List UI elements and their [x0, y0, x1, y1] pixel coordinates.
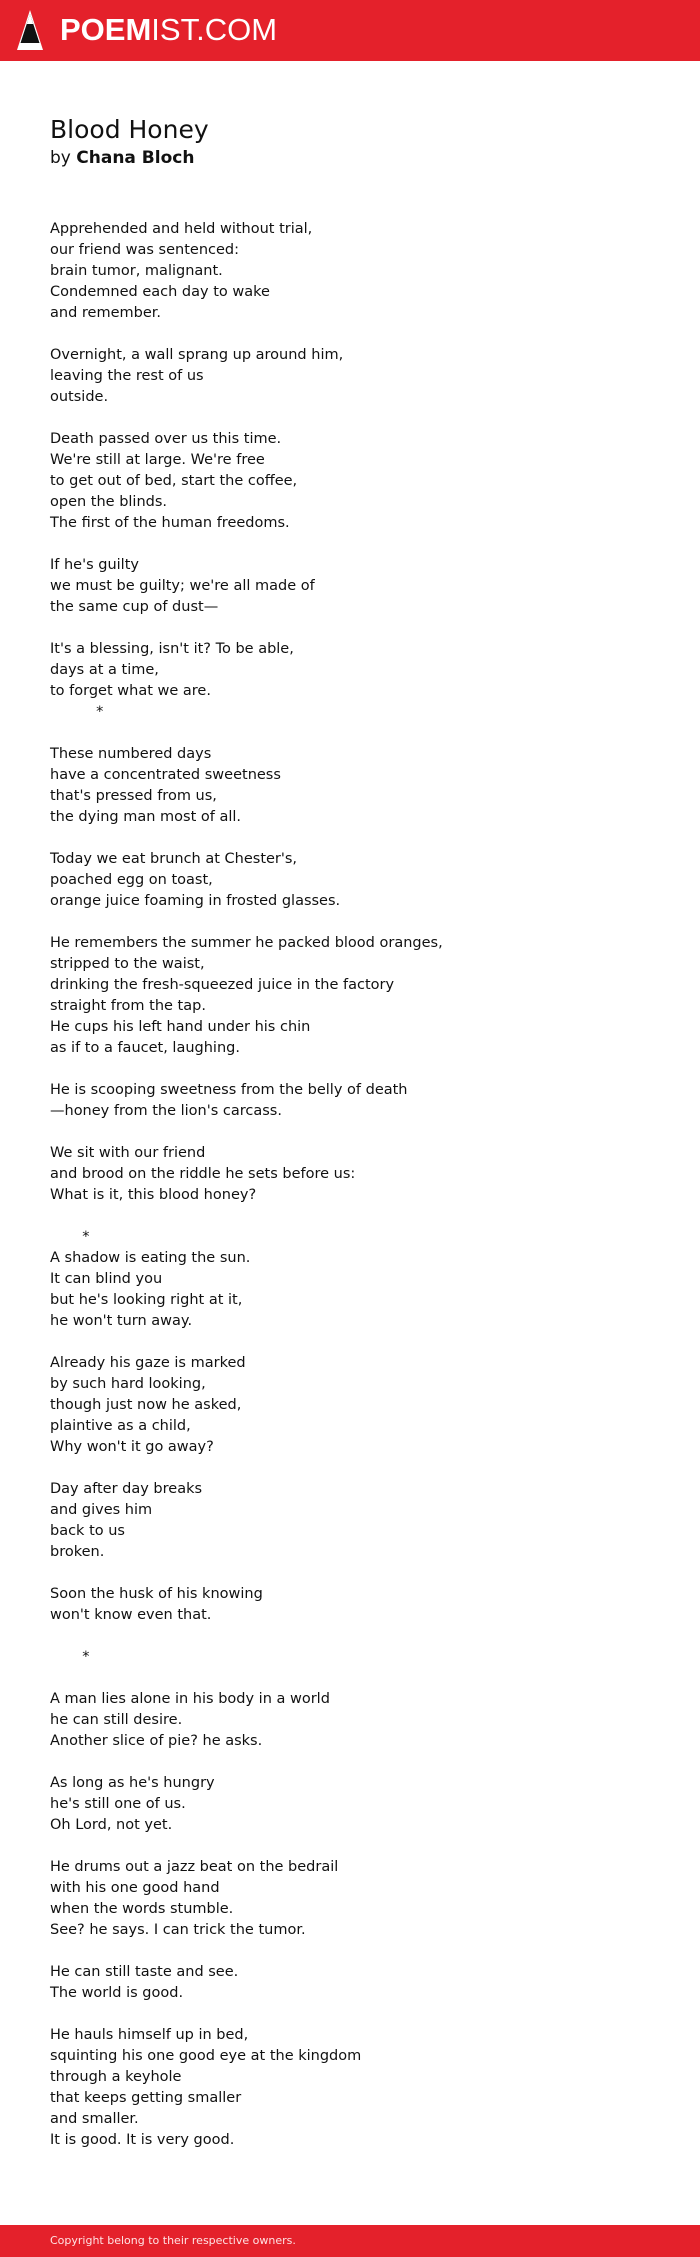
- poem-line: Today we eat brunch at Chester's,: [50, 851, 298, 867]
- poem-line: through a keyhole: [50, 2069, 182, 2085]
- poem-line: Soon the husk of his knowing: [50, 1586, 263, 1602]
- poem-line: [50, 1458, 670, 1479]
- poem-line: We sit with our friend: [50, 1145, 206, 1161]
- poem-line: A man lies alone in his body in a world: [50, 1691, 330, 1707]
- poem-line: won't know even that.: [50, 1607, 212, 1623]
- poem-line: He is scooping sweetness from the belly of death: [50, 1082, 408, 1098]
- poem-line: he's still one of us.: [50, 1796, 186, 1812]
- poem-line: and brood on the riddle he sets before us:: [50, 1166, 356, 1182]
- poem-line: our friend was sentenced:: [50, 242, 240, 258]
- poem-line: the same cup of dust—: [50, 599, 219, 615]
- poem-line: straight from the tap.: [50, 998, 206, 1014]
- poem-line: days at a time,: [50, 662, 159, 678]
- poem-line: [50, 1206, 670, 1227]
- poem-line: [50, 1941, 670, 1962]
- poem-line: He can still taste and see.: [50, 1964, 239, 1980]
- poem-line: and remember.: [50, 305, 161, 321]
- poem-line: [50, 1332, 670, 1353]
- poem-line: The world is good.: [50, 1985, 184, 2001]
- poem-line: [50, 408, 670, 429]
- poem-line: though just now he asked,: [50, 1397, 242, 1413]
- poem-line: outside.: [50, 389, 109, 405]
- poem-line: that's pressed from us,: [50, 788, 217, 804]
- poem-line: Apprehended and held without trial,: [50, 221, 313, 237]
- poem-line: as if to a faucet, laughing.: [50, 1040, 240, 1056]
- poem-line: Already his gaze is marked: [50, 1355, 246, 1371]
- poem-line: *: [50, 704, 104, 720]
- poem-line: It is good. It is very good.: [50, 2132, 235, 2148]
- poem-line: [50, 1122, 670, 1143]
- poem-line: plaintive as a child,: [50, 1418, 191, 1434]
- poem-line: he can still desire.: [50, 1712, 183, 1728]
- poem-line: poached egg on toast,: [50, 872, 213, 888]
- poem-body: [50, 219, 670, 2151]
- site-logo[interactable]: [60, 11, 277, 49]
- poem-line: It's a blessing, isn't it? To be able,: [50, 641, 294, 657]
- poem-line: and smaller.: [50, 2111, 139, 2127]
- poem-line: See? he says. I can trick the tumor.: [50, 1922, 306, 1938]
- poem-line: [50, 723, 670, 744]
- poem-line: stripped to the waist,: [50, 956, 205, 972]
- poem-line: to get out of bed, start the coffee,: [50, 473, 298, 489]
- poem-line: [50, 912, 670, 933]
- poem-line: [50, 534, 670, 555]
- poem-line: have a concentrated sweetness: [50, 767, 281, 783]
- poem-line: *: [50, 1229, 90, 1245]
- poem-line: We're still at large. We're free: [50, 452, 265, 468]
- poem-line: broken.: [50, 1544, 105, 1560]
- poem-line: A shadow is eating the sun.: [50, 1250, 251, 1266]
- poem-line: by such hard looking,: [50, 1376, 206, 1392]
- poem-line: Overnight, a wall sprang up around him,: [50, 347, 344, 363]
- poem-line: [50, 1626, 670, 1647]
- poem-line: but he's looking right at it,: [50, 1292, 243, 1308]
- poem-line: —honey from the lion's carcass.: [50, 1103, 282, 1119]
- poem-line: [50, 1668, 670, 1689]
- poem-line: and gives him: [50, 1502, 153, 1518]
- poem-line: *: [50, 1649, 90, 1665]
- poem-line: with his one good hand: [50, 1880, 220, 1896]
- poem-line: [50, 1059, 670, 1080]
- poem-line: Another slice of pie? he asks.: [50, 1733, 263, 1749]
- poem-line: open the blinds.: [50, 494, 168, 510]
- poem-line: to forget what we are.: [50, 683, 211, 699]
- logo-bold-text: POEM: [60, 12, 152, 47]
- poem-line: He cups his left hand under his chin: [50, 1019, 311, 1035]
- poem-line: He hauls himself up in bed,: [50, 2027, 249, 2043]
- poem-line: when the words stumble.: [50, 1901, 234, 1917]
- poem-line: that keeps getting smaller: [50, 2090, 242, 2106]
- poem-line: [50, 1836, 670, 1857]
- poem-line: brain tumor, malignant.: [50, 263, 223, 279]
- poem-line: He remembers the summer he packed blood oranges,: [50, 935, 443, 951]
- poem-line: Death passed over us this time.: [50, 431, 282, 447]
- poem-line: [50, 2004, 670, 2025]
- poem-line: As long as he's hungry: [50, 1775, 215, 1791]
- poem-line: The first of the human freedoms.: [50, 515, 290, 531]
- poem-line: he won't turn away.: [50, 1313, 193, 1329]
- pencil-tip-icon[interactable]: [17, 10, 43, 50]
- logo-light-text: IST.COM: [151, 12, 278, 47]
- poem-line: Why won't it go away?: [50, 1439, 214, 1455]
- poem-line: squinting his one good eye at the kingdom: [50, 2048, 362, 2064]
- poem-line: the dying man most of all.: [50, 809, 242, 825]
- byline: [50, 146, 194, 170]
- poem-line: [50, 1752, 670, 1773]
- poem-line: These numbered days: [50, 746, 212, 762]
- site-footer: [0, 2225, 700, 2257]
- poem-line: [50, 828, 670, 849]
- poem-title: Blood Honey: [50, 115, 209, 144]
- by-label: by: [50, 148, 71, 168]
- poem-line: [50, 618, 670, 639]
- poem-line: leaving the rest of us: [50, 368, 204, 384]
- poem-line: we must be guilty; we're all made of: [50, 578, 315, 594]
- poem-line: He drums out a jazz beat on the bedrail: [50, 1859, 339, 1875]
- copyright-text: Copyright belong to their respective owners.: [50, 2234, 296, 2247]
- poem-line: drinking the fresh-squeezed juice in the factory: [50, 977, 395, 993]
- poem-line: It can blind you: [50, 1271, 163, 1287]
- site-header: [0, 0, 700, 61]
- poem-line: Day after day breaks: [50, 1481, 203, 1497]
- poem-line: What is it, this blood honey?: [50, 1187, 257, 1203]
- poem-line: orange juice foaming in frosted glasses.: [50, 893, 341, 909]
- poem-line: Oh Lord, not yet.: [50, 1817, 173, 1833]
- author-name[interactable]: Chana Bloch: [76, 148, 195, 168]
- poem-line: [50, 1563, 670, 1584]
- poem-line: If he's guilty: [50, 557, 139, 573]
- poem-line: Condemned each day to wake: [50, 284, 270, 300]
- poem-line: [50, 324, 670, 345]
- poem-line: back to us: [50, 1523, 125, 1539]
